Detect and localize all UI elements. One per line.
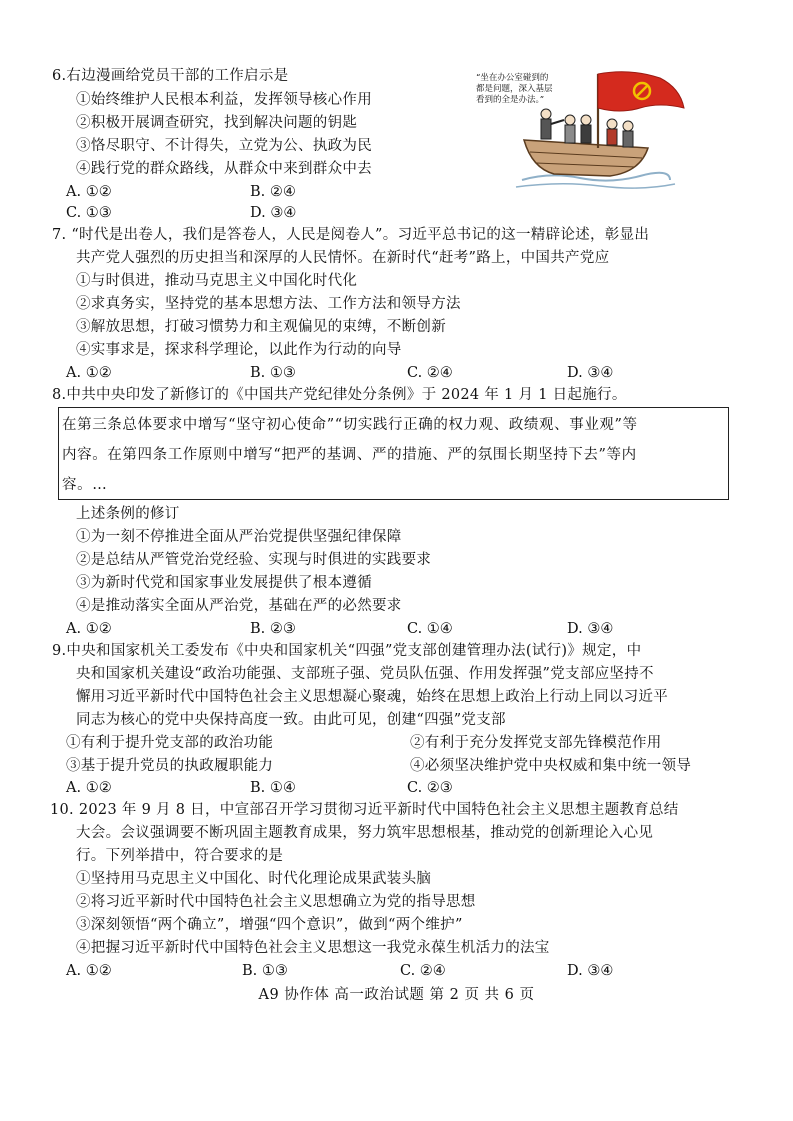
page-footer: A9 协作体 高一政治试题 第 2 页 共 6 页 — [258, 987, 535, 1003]
q7-option-d: D. ③④ — [567, 365, 614, 381]
q8-material-line-2: 内容。在第四条工作原则中增写“把严的基调、严的措施、严的氛围长期坚持下去”等内 — [62, 447, 637, 463]
q10-option-a: A. ①② — [66, 963, 112, 979]
q6-item-4: ④践行党的群众路线，从群众中来到群众中去 — [76, 161, 372, 177]
q9-item-1: ①有利于提升党支部的政治功能 — [66, 735, 274, 751]
q9-option-b: B. ①④ — [250, 780, 296, 796]
q7-item-2: ②求真务实，坚持党的基本思想方法、工作方法和领导方法 — [76, 296, 461, 312]
party-boat-cartoon — [470, 68, 688, 192]
cartoon-caption-line-1: “坐在办公室碰到的 — [476, 73, 549, 83]
q9-item-3: ③基于提升党员的执政履职能力 — [66, 758, 274, 774]
q10-stem-line-2: 大会。会议强调要不断巩固主题教育成果，努力筑牢思想根基，推动党的创新理论入心见 — [76, 825, 654, 841]
q8-item-2: ②是总结从严管党治党经验、实现与时俱进的实践要求 — [76, 552, 432, 568]
q8-item-1: ①为一刻不停推进全面从严治党提供坚强纪律保障 — [76, 529, 402, 545]
q8-stem: 8.中共中央印发了新修订的《中国共产党纪律处分条例》于 2024 年 1 月 1 日起施行。 — [52, 387, 627, 403]
q6-option-b: B. ②④ — [250, 184, 296, 200]
q6-option-c: C. ①③ — [66, 205, 112, 221]
q10-stem-line-3: 行。下列举措中，符合要求的是 — [76, 848, 284, 864]
q8-option-d: D. ③④ — [567, 621, 614, 637]
q6-item-3: ③恪尽职守、不计得失，立党为公、执政为民 — [76, 138, 372, 154]
q8-option-c: C. ①④ — [407, 621, 453, 637]
q8-option-a: A. ①② — [66, 621, 112, 637]
water-wave — [516, 184, 675, 188]
q8-material-box — [58, 407, 729, 500]
q9-option-c: C. ②③ — [407, 780, 453, 796]
q9-stem-line-4: 同志为核心的党中央保持高度一致。由此可见，创建“四强”党支部 — [76, 712, 506, 728]
q7-stem-line-1: 7. “时代是出卷人，我们是答卷人，人民是阅卷人”。习近平总书记的这一精辟论述，彰显出 — [52, 227, 650, 243]
q6-item-1: ①始终维护人民根本利益，发挥领导核心作用 — [76, 92, 372, 108]
q8-material-line-3: 容。… — [62, 477, 108, 493]
q10-stem-line-1: 10. 2023 年 9 月 8 日，中宣部召开学习贯彻习近平新时代中国特色社会主义思想主题教育总结 — [50, 802, 679, 818]
q10-option-d: D. ③④ — [567, 963, 614, 979]
q10-item-3: ③深刻领悟“两个确立”，增强“四个意识”，做到“两个维护” — [76, 917, 463, 933]
cartoon-caption-line-2: 都是问题，深入基层 — [476, 84, 553, 94]
q7-option-a: A. ①② — [66, 365, 112, 381]
q10-option-b: B. ①③ — [242, 963, 288, 979]
cartoon-caption-line-3: 看到的全是办法。” — [476, 95, 545, 105]
q8-item-3: ③为新时代党和国家事业发展提供了根本遵循 — [76, 575, 372, 591]
q9-item-4: ④必须坚决维护党中央权威和集中统一领导 — [410, 758, 692, 774]
q9-stem-line-1: 9.中央和国家机关工委发布《中央和国家机关“四强”党支部创建管理办法(试行)》规定，中 — [52, 643, 642, 659]
q7-item-1: ①与时俱进，推动马克思主义中国化时代化 — [76, 273, 358, 289]
q7-option-b: B. ①③ — [250, 365, 296, 381]
q9-item-2: ②有利于充分发挥党支部先锋模范作用 — [410, 735, 662, 751]
q7-stem-line-2: 共产党人强烈的历史担当和深厚的人民情怀。在新时代“赶考”路上，中国共产党应 — [76, 250, 610, 266]
q9-option-a: A. ①② — [66, 780, 112, 796]
q7-item-3: ③解放思想，打破习惯势力和主观偏见的束缚，不断创新 — [76, 319, 446, 335]
q9-stem-line-3: 懈用习近平新时代中国特色社会主义思想凝心聚魂，始终在思想上政治上行动上同以习近平 — [76, 689, 668, 705]
q6-option-a: A. ①② — [66, 184, 112, 200]
q8-item-4: ④是推动落实全面从严治党，基础在严的必然要求 — [76, 598, 402, 614]
q6-item-2: ②积极开展调查研究，找到解决问题的钥匙 — [76, 115, 358, 131]
q9-stem-line-2: 央和国家机关建设“政治功能强、支部班子强、党员队伍强、作用发挥强”党支部应坚持不 — [76, 666, 654, 682]
q10-item-4: ④把握习近平新时代中国特色社会主义思想这一我党永葆生机活力的法宝 — [76, 940, 550, 956]
q8-material-line-1: 在第三条总体要求中增写“坚守初心使命”“切实践行正确的权力观、政绩观、事业观”等 — [62, 417, 638, 433]
q8-lead: 上述条例的修订 — [76, 506, 180, 522]
q8-option-b: B. ②③ — [250, 621, 296, 637]
q6-stem: 6.右边漫画给党员干部的工作启示是 — [52, 68, 289, 84]
q7-option-c: C. ②④ — [407, 365, 453, 381]
cartoon-illustration — [470, 68, 688, 192]
q7-item-4: ④实事求是，探求科学理论，以此作为行动的向导 — [76, 342, 402, 358]
q6-option-d: D. ③④ — [250, 205, 297, 221]
q10-item-1: ①坚持用马克思主义中国化、时代化理论成果武装头脑 — [76, 871, 432, 887]
q10-item-2: ②将习近平新时代中国特色社会主义思想确立为党的指导思想 — [76, 894, 476, 910]
q10-option-c: C. ②④ — [400, 963, 446, 979]
